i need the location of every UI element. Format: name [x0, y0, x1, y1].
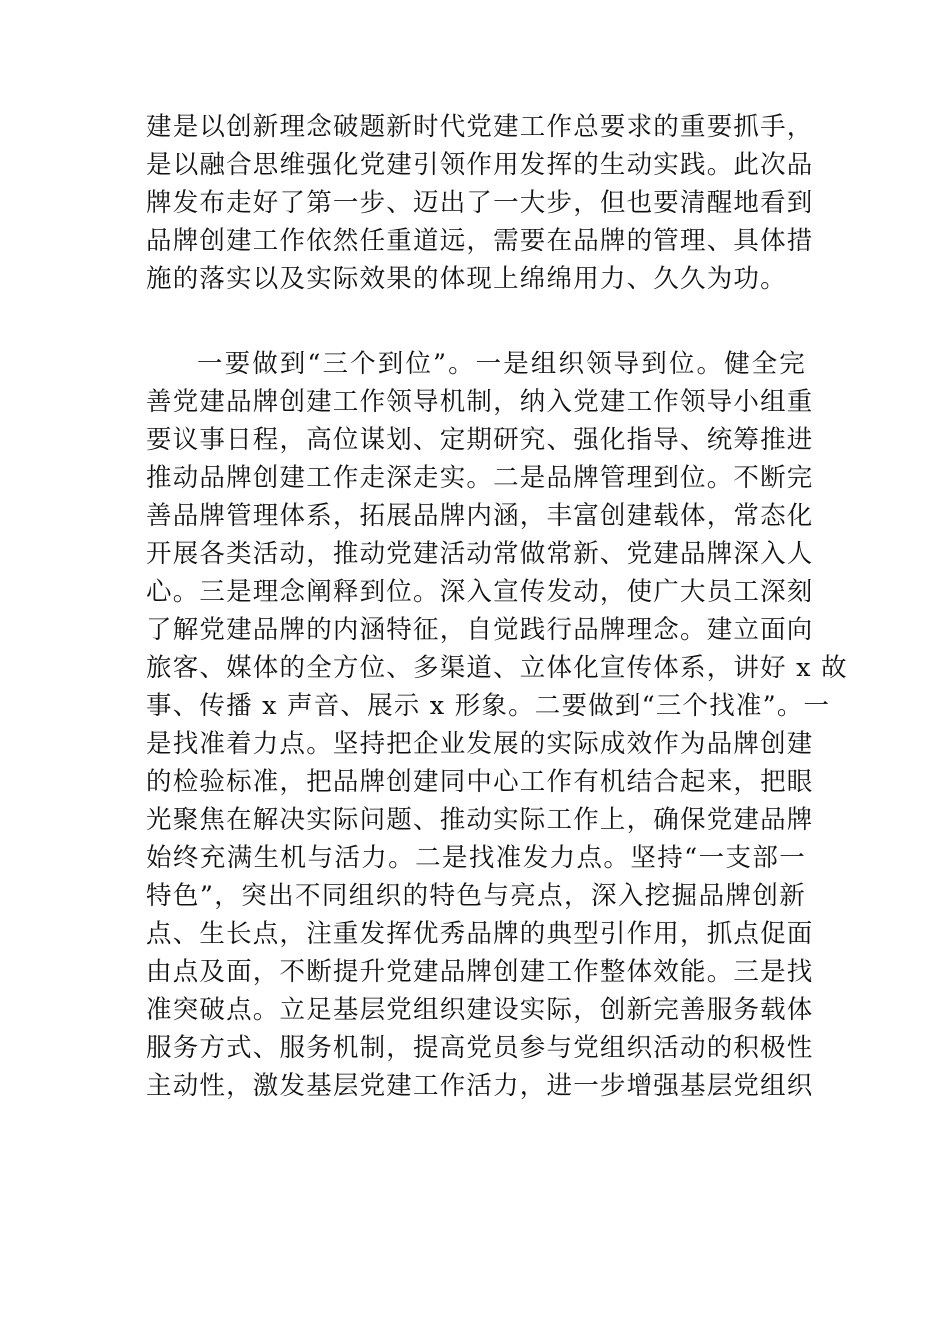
text-line: 牌发布走好了第一步、迈出了一大步，但也要清醒地看到	[146, 188, 814, 218]
text-line: 一要做到“三个到位”。一是组织领导到位。健全完	[197, 349, 806, 379]
text-line: 开展各类活动，推动党建活动常做常新、党建品牌深入人	[146, 539, 814, 569]
paragraph-1	[146, 108, 814, 298]
text-line: 了解党建品牌的内涵特征，自觉践行品牌理念。建立面向	[146, 615, 814, 645]
text-line: 准突破点。立足基层党组织建设实际，创新完善服务载体	[146, 995, 814, 1025]
text-line: 施的落实以及实际效果的体现上绵绵用力、久久为功。	[146, 264, 787, 294]
text-line: 旅客、媒体的全方位、多渠道、立体化宣传体系，讲好 x 故	[146, 653, 848, 683]
text-line: 品牌创建工作依然任重道远，需要在品牌的管理、具体措	[146, 226, 814, 256]
text-line: 要议事日程，高位谋划、定期研究、强化指导、统筹推进	[146, 425, 814, 455]
text-line: 推动品牌创建工作走深走实。二是品牌管理到位。不断完	[146, 463, 814, 493]
text-line: 由点及面，不断提升党建品牌创建工作整体效能。三是找	[146, 957, 814, 987]
text-line: 的检验标准，把品牌创建同中心工作有机结合起来，把眼	[146, 767, 814, 797]
text-line: 光聚焦在解决实际问题、推动实际工作上，确保党建品牌	[146, 805, 814, 835]
paragraph-2	[146, 345, 848, 1105]
text-line: 点、生长点，注重发挥优秀品牌的典型引作用，抓点促面	[146, 919, 814, 949]
text-line: 建是以创新理念破题新时代党建工作总要求的重要抓手，	[146, 112, 814, 142]
text-line: 是找准着力点。坚持把企业发展的实际成效作为品牌创建	[146, 729, 814, 759]
text-line: 始终充满生机与活力。二是找准发力点。坚持“一支部一	[146, 843, 806, 873]
text-line: 善党建品牌创建工作领导机制，纳入党建工作领导小组重	[146, 387, 814, 417]
text-line: 事、传播 x 声音、展示 x 形象。二要做到“三个找准”。一	[146, 691, 831, 721]
text-line: 特色”，突出不同组织的特色与亮点，深入挖掘品牌创新	[146, 881, 806, 911]
text-line: 心。三是理念阐释到位。深入宣传发动，使广大员工深刻	[146, 577, 814, 607]
text-line: 善品牌管理体系，拓展品牌内涵，丰富创建载体，常态化	[146, 501, 814, 531]
text-line: 主动性，激发基层党建工作活力，进一步增强基层党组织	[146, 1071, 814, 1101]
text-line: 是以融合思维强化党建引领作用发挥的生动实践。此次品	[146, 150, 814, 180]
text-line: 服务方式、服务机制，提高党员参与党组织活动的积极性	[146, 1033, 814, 1063]
